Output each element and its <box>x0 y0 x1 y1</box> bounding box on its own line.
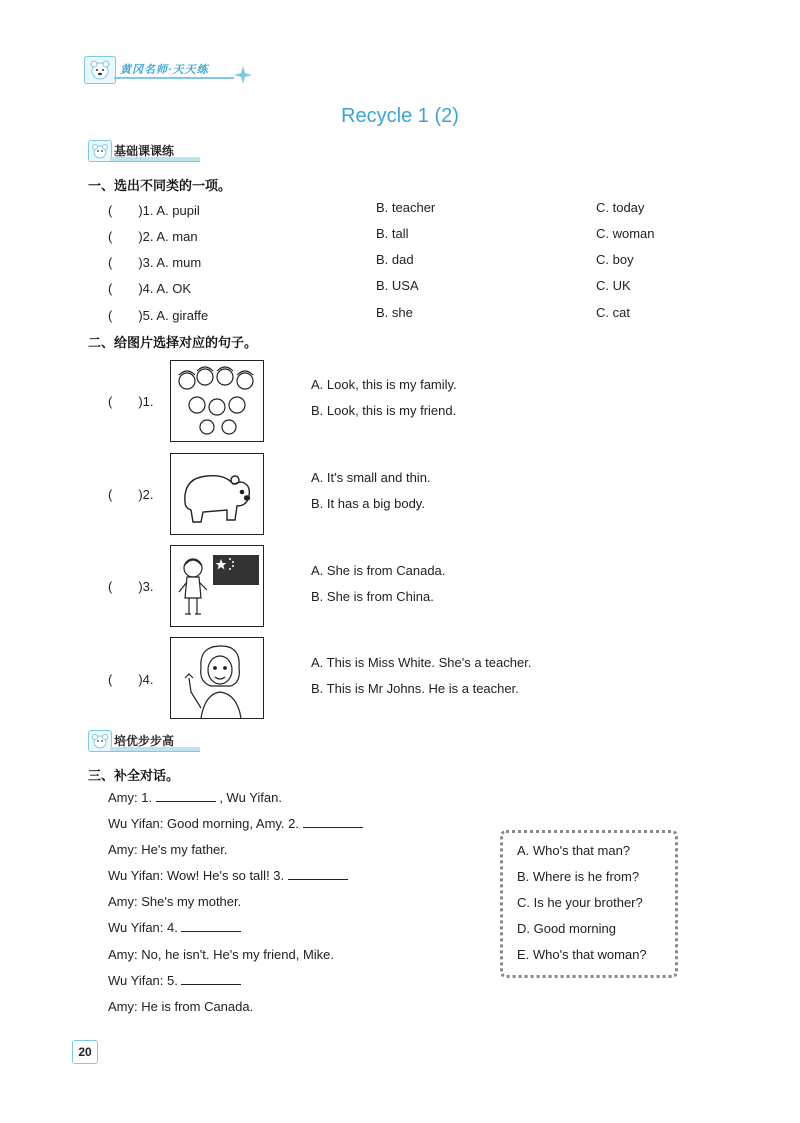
brand-header <box>84 56 254 84</box>
part1-row1-b: B. teacher <box>376 200 436 215</box>
dialogue-text: Amy: 1. <box>108 790 153 805</box>
family-group-icon <box>171 361 263 441</box>
part1-row3-a: ( )3. A. mum <box>108 255 202 270</box>
option-a: A. Who's that man? <box>517 843 631 858</box>
part2-item2-option-b: B. It has a big body. <box>311 496 425 511</box>
part2-item1-option-b: B. Look, this is my friend. <box>311 403 457 418</box>
part1-row2-c: C. woman <box>596 226 655 241</box>
dialogue-line-6 <box>108 920 241 935</box>
part2-item4-option-b: B. This is Mr Johns. He is a teacher. <box>311 681 519 696</box>
bear-icon <box>88 140 112 162</box>
dialogue-text: Wu Yifan: 4. <box>108 920 178 935</box>
part2-item1-number: ( )1. <box>108 394 154 409</box>
dialogue-line-4 <box>108 868 348 883</box>
part1-row3-c: C. boy <box>596 252 634 267</box>
dialogue-line-5: Amy: She's my mother. <box>108 894 242 909</box>
dialogue-text: , Wu Yifan. <box>219 790 282 805</box>
part2-item3-option-b: B. She is from China. <box>311 589 434 604</box>
bear-picture <box>170 453 264 535</box>
option-e: E. Who's that woman? <box>517 947 647 962</box>
brand-title: 黄冈名师·天天练 <box>120 64 209 76</box>
part1-row5-c: C. cat <box>596 305 630 320</box>
part3-heading: 三、补全对话。 <box>88 768 180 783</box>
section-label: 基础课课练 <box>114 144 175 158</box>
woman-waving-icon <box>171 638 263 718</box>
part1-row2-a: ( )2. A. man <box>108 229 198 244</box>
option-b: B. Where is he from? <box>517 869 640 884</box>
section-badge-advanced <box>88 730 218 752</box>
bear-icon <box>88 730 112 752</box>
dialogue-line-1 <box>108 790 282 805</box>
dialogue-text: Wu Yifan: Wow! He's so tall! 3. <box>108 868 285 883</box>
girl-with-flag-icon <box>171 546 263 626</box>
section-label: 培优步步高 <box>114 734 175 748</box>
answer-blank-1[interactable] <box>156 801 216 802</box>
dialogue-line-3: Amy: He's my father. <box>108 842 228 857</box>
part2-item2-option-a: A. It's small and thin. <box>311 470 431 485</box>
options-box <box>500 830 678 978</box>
dialogue-line-7: Amy: No, he isn't. He's my friend, Mike. <box>108 947 335 962</box>
page-title: Recycle 1 (2) <box>341 105 459 127</box>
part1-row2-b: B. tall <box>376 226 409 241</box>
bear-logo-icon <box>84 56 116 84</box>
answer-blank-2[interactable] <box>303 827 363 828</box>
part2-item3-number: ( )3. <box>108 579 154 594</box>
section-badge-basic <box>88 140 218 162</box>
part1-row4-b: B. USA <box>376 278 419 293</box>
dialogue-text: Wu Yifan: 5. <box>108 973 178 988</box>
part1-row4-c: C. UK <box>596 278 631 293</box>
page-number: 20 <box>72 1040 98 1064</box>
answer-blank-3[interactable] <box>288 879 348 880</box>
part2-item2-number: ( )2. <box>108 487 154 502</box>
dialogue-line-9: Amy: He is from Canada. <box>108 999 254 1014</box>
part1-row1-a: ( )1. A. pupil <box>108 203 200 218</box>
part2-item3-option-a: A. She is from Canada. <box>311 563 446 578</box>
brand-underline <box>114 77 234 79</box>
part2-item4-number: ( )4. <box>108 672 154 687</box>
bear-drawing-icon <box>171 454 263 534</box>
girl-flag-picture <box>170 545 264 627</box>
dialogue-text: Wu Yifan: Good morning, Amy. 2. <box>108 816 300 831</box>
woman-picture <box>170 637 264 719</box>
dialogue-line-2 <box>108 816 363 831</box>
answer-blank-5[interactable] <box>181 984 241 985</box>
answer-blank-4[interactable] <box>181 931 241 932</box>
sparkle-icon <box>234 66 252 84</box>
part1-row5-a: ( )5. A. giraffe <box>108 308 209 323</box>
part1-row4-a: ( )4. A. OK <box>108 281 192 296</box>
part1-row5-b: B. she <box>376 305 413 320</box>
part1-row1-c: C. today <box>596 200 645 215</box>
part2-item4-option-a: A. This is Miss White. She's a teacher. <box>311 655 532 670</box>
part2-heading: 二、给图片选择对应的句子。 <box>88 335 258 350</box>
part2-item1-option-a: A. Look, this is my family. <box>311 377 457 392</box>
family-picture <box>170 360 264 442</box>
part1-heading: 一、选出不同类的一项。 <box>88 178 232 193</box>
option-d: D. Good morning <box>517 921 616 936</box>
option-c: C. Is he your brother? <box>517 895 643 910</box>
dialogue-line-8 <box>108 973 241 988</box>
part1-row3-b: B. dad <box>376 252 414 267</box>
